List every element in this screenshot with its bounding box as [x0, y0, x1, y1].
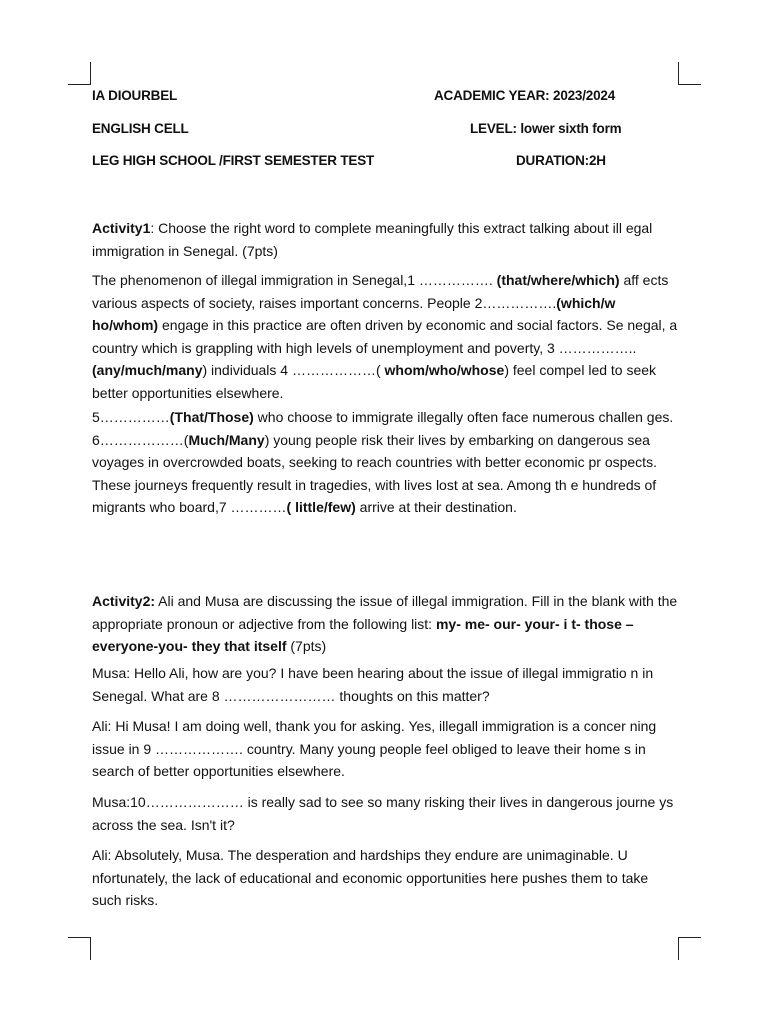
header-school-test: LEG HIGH SCHOOL /FIRST SEMESTER TEST — [92, 153, 375, 168]
crop-mark-bottom-right — [678, 937, 701, 960]
activity1-paragraph-1: The phenomenon of illegal immigration in Senegal,1 ……………. (that/where/which) aff ects various aspects of society, raises important concerns. People 2…………….(which/w ho/whom) engage in this practice are often driven by economic and social factors. Se negal, a country which is grappling with high levels of unemployment and poverty, 3 ……………..(any/much/many) individuals 4 ………………( whom/who/whose) feel compel led to seek better opportunities elsewhere. — [92, 272, 678, 401]
header-department: ENGLISH CELL — [92, 121, 189, 136]
header-row-2 — [92, 121, 678, 143]
crop-mark-bottom-left — [68, 937, 91, 960]
dialogue-musa-1: Musa: Hello Ali, how are you? I have been hearing about the issue of illegal immigratio n in Senegal. What are 8 …………………… thoughts on this matter? — [92, 665, 654, 704]
header-row-3 — [92, 153, 678, 175]
option-which-who-whom: (which/w ho/whom) — [92, 294, 616, 333]
option-whom-who-whose: whom/who/whose — [384, 362, 505, 378]
crop-mark-top-left — [68, 62, 91, 85]
crop-mark-top-right — [678, 62, 701, 85]
option-any-much-many: (any/much/many — [92, 362, 203, 378]
activity2-instruction: Activity2: Ali and Musa are discussing the issue of illegal immigration. Fill in the blank with the appropriate pronoun or adjective from the following list: my- me- our- your- i t- those – everyone-you- they that itself (7pts) — [92, 593, 678, 654]
header-level: LEVEL: lower sixth form — [470, 121, 622, 136]
dialogue-musa-2: Musa:10………………… is really sad to see so many risking their lives in dangerous journe ys across the sea. Isn't it? — [92, 794, 674, 833]
activity1-title: Activity1 — [92, 220, 151, 236]
header-academic-year: ACADEMIC YEAR: 2023/2024 — [434, 88, 616, 103]
dialogue-ali-2: Ali: Absolutely, Musa. The desperation and hardships they endure are unimaginable. U nfortunately, the lack of educational and economic opportunities here pushes them to take such risks. — [92, 847, 649, 908]
dialogue-ali-1: Ali: Hi Musa! I am doing well, thank you for asking. Yes, illegall immigration is a concer ning issue in 9 ………………. country. Many young people feel obliged to leave their home s in search of better opportunities elsewhere. — [92, 718, 657, 779]
activity1-instruction: Activity1: Choose the right word to complete meaningfully this extract talking about ill egal immigration in Senegal. (7pts) — [92, 220, 653, 259]
header-institution: IA DIOURBEL — [92, 88, 178, 103]
activity2-title: Activity2: — [92, 593, 156, 609]
option-much-many: Much/Many — [188, 431, 265, 448]
option-that-those: (That/Those) — [169, 409, 254, 425]
header-duration: DURATION:2H — [516, 153, 606, 168]
option-that-where-which: (that/where/which) — [496, 272, 620, 288]
activity2-word-list: my- me- our- your- i t- those – everyone-you- they that itself — [92, 615, 634, 654]
header-row-1 — [92, 88, 678, 110]
activity1-paragraph-2: 5……………(That/Those) who choose to immigrate illegally often face numerous challen ges. 6………………(Much/Many) young people risk their lives by embarking on dangerous sea voyages in overcrowded boats, seeking to reach countries with better economic pr ospects. These journeys frequently result in tragedies, with lives lost at sea. Among th e hundreds of migrants who board,7 …………( little/few) arrive at their destination. — [92, 409, 674, 515]
option-little-few: ( little/few) — [286, 499, 356, 515]
